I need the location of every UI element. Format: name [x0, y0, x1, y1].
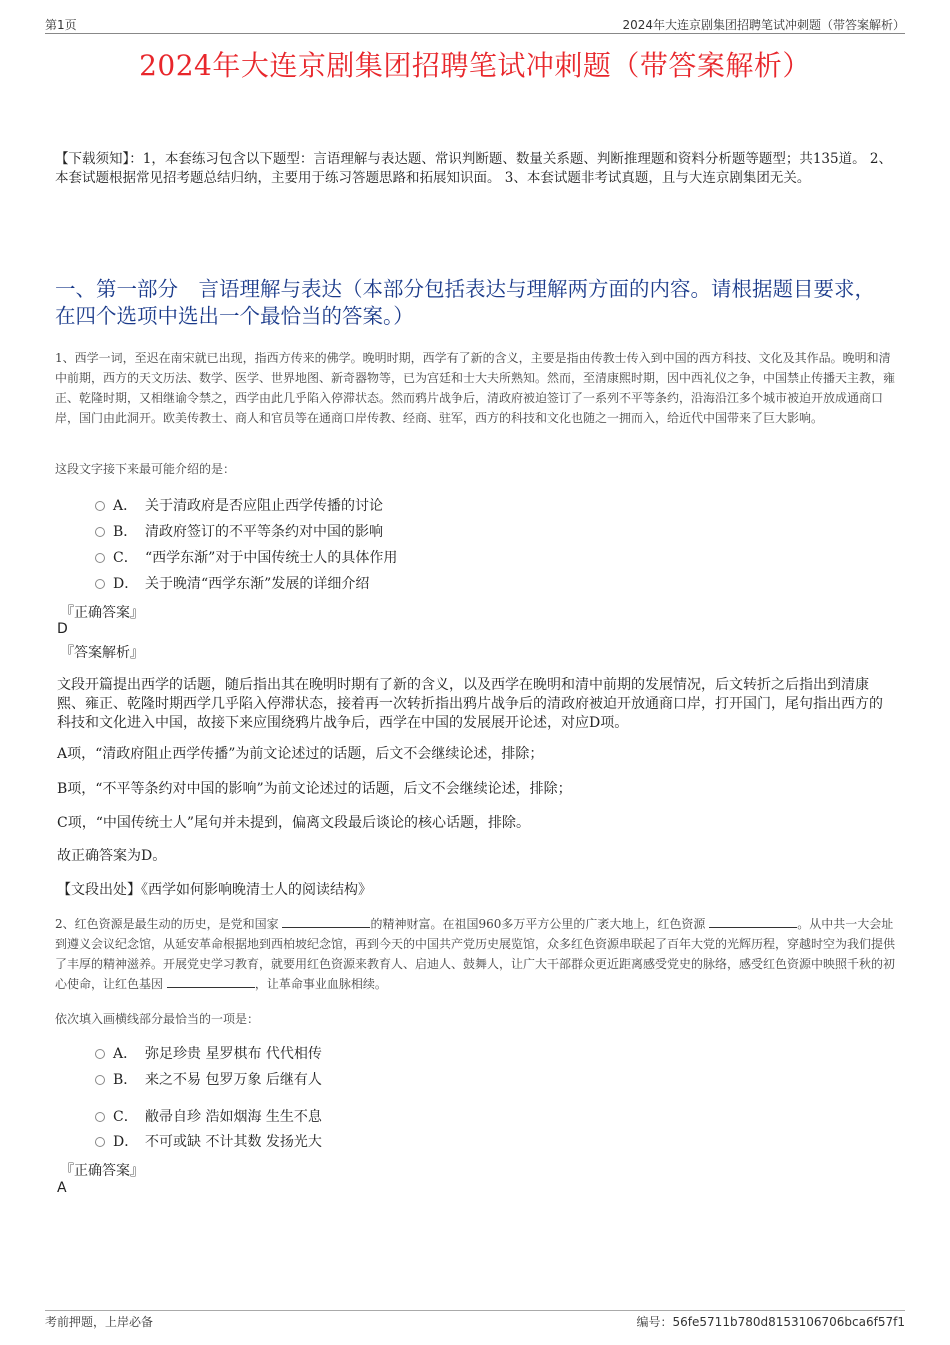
question-1-option-d[interactable]: D． 关于晚清“西学东渐”发展的详细介绍 [95, 574, 369, 594]
question-2-passage: 2、红色资源是最生动的历史，是党和国家 的精神财富。在祖国960多万平方公里的广袤大地上，红色资源 。从中共一大会址到遵义会议纪念馆，从延安革命根据地到西柏坡纪念馆，再到今天的中国共产党历史展览馆，众多红色资源串联起了百年大党的光辉历程，穿越时空为我们提供了丰厚的精神滋养。开展党史学习教育，就要用红色资源来教育人、启迪人、鼓舞人，让广大干部群众更近距离感受党史的脉络，感受红色资源中映照千秋的初心使命，让红色基因 ，让革命事业血脉相续。 [55, 917, 896, 991]
radio-icon[interactable] [95, 501, 105, 511]
question-2-option-d[interactable]: D． 不可或缺 不计其数 发扬光大 [95, 1132, 322, 1152]
question-1-analysis-a: A项，“清政府阻止西学传播”为前文论述过的话题，后文不会继续论述，排除； [57, 746, 544, 762]
question-1-answer: D [57, 621, 68, 637]
question-2-option-b[interactable]: B． 来之不易 包罗万象 后继有人 [95, 1070, 322, 1090]
question-2-answer-label: 『正确答案』 [60, 1163, 144, 1179]
footer-slogan: 考前押题，上岸必备 [45, 1315, 154, 1329]
question-1-analysis-main: 文段开篇提出西学的话题，随后指出其在晚明时期有了新的含义，以及西学在晚明和清中前期的发展情况，后文转折之后指出到清康熙、雍正、乾隆时期西学几乎陷入停滞状态，接着再一次转折指出鸦片战争后的清政府被迫开放通商口岸，打开国门，尾句指出西方的科技和文化进入中国，故接下来应围绕鸦片战争后，西学在中国的发展展开论述，对应D项。 [57, 677, 883, 731]
radio-icon[interactable] [95, 527, 105, 537]
blank-2 [709, 915, 797, 928]
question-1-option-a[interactable]: A． 关于清政府是否应阻止西学传播的讨论 [95, 496, 383, 516]
header-doc-title: 2024年大连京剧集团招聘笔试冲刺题（带答案解析） [622, 18, 905, 32]
page-title: 2024年大连京剧集团招聘笔试冲刺题（带答案解析） [139, 49, 811, 82]
question-1-option-c[interactable]: C． “西学东渐”对于中国传统士人的具体作用 [95, 548, 397, 568]
question-1-analysis-c: C项，“中国传统士人”尾句并未提到，偏离文段最后谈论的核心话题，排除。 [57, 815, 531, 831]
download-notice: 【下载须知】：1，本套练习包含以下题型：言语理解与表达题、常识判断题、数量关系题、判断推理题和资料分析题等题型；共135道。 2、本套试题根据常见招考题总结归纳，主要用于练习答题思路和拓展知识面。 3、本套试题非考试真题，且与大连京剧集团无关。 [55, 151, 892, 186]
radio-icon[interactable] [95, 1112, 105, 1122]
question-2-prompt: 依次填入画横线部分最恰当的一项是： [55, 1012, 260, 1026]
radio-icon[interactable] [95, 553, 105, 563]
header-divider [45, 33, 905, 34]
question-1-passage: 1、西学一词，至迟在南宋就已出现，指西方传来的佛学。晚明时期，西学有了新的含义，主要是指由传教士传入到中国的西方科技、文化及其作品。晚明和清中前期，西方的天文历法、数学、医学、世界地图、新奇器物等，已为宫廷和士大夫所熟知。然而，至清康熙时期，因中西礼仪之争，中国禁止传播天主教，雍正、乾隆时期，又相继谕令禁之，西学由此几乎陷入停滞状态。然而鸦片战争后，清政府被迫签订了一系列不平等条约，沿海沿江多个城市被迫开放成通商口岸，国门由此洞开。欧美传教士、商人和官员等在通商口岸传教、经商、驻军，西方的科技和文化也随之一拥而入，给近代中国带来了巨大影响。 [55, 351, 896, 425]
radio-icon[interactable] [95, 1075, 105, 1085]
footer-divider [45, 1310, 905, 1311]
footer-code: 编号：56fe5711b780d8153106706bca6f57f1 [636, 1315, 905, 1329]
question-1-answer-label: 『正确答案』 [60, 605, 144, 621]
radio-icon[interactable] [95, 1049, 105, 1059]
question-1-conclusion: 故正确答案为D。 [57, 848, 167, 864]
question-1-prompt: 这段文字接下来最可能介绍的是： [55, 462, 236, 476]
radio-icon[interactable] [95, 579, 105, 589]
question-1-option-b[interactable]: B． 清政府签订的不平等条约对中国的影响 [95, 522, 383, 542]
question-2-answer: A [57, 1180, 67, 1196]
question-2-option-a[interactable]: A． 弥足珍贵 星罗棋布 代代相传 [95, 1044, 322, 1064]
page-number: 第1页 [45, 18, 77, 32]
blank-1 [282, 915, 370, 928]
question-2-option-c[interactable]: C． 敝帚自珍 浩如烟海 生生不息 [95, 1107, 322, 1127]
question-1-analysis-label: 『答案解析』 [60, 645, 144, 661]
section-heading: 一、第一部分 言语理解与表达（本部分包括表达与理解两方面的内容。请根据题目要求，在四个选项中选出一个最恰当的答案。） [55, 277, 875, 328]
question-1-source: 【文段出处】《西学如何影响晚清士人的阅读结构》 [57, 882, 372, 898]
question-1-analysis-b: B项，“不平等条约对中国的影响”为前文论述过的话题，后文不会继续论述，排除； [57, 781, 572, 797]
radio-icon[interactable] [95, 1137, 105, 1147]
blank-3 [167, 975, 255, 988]
